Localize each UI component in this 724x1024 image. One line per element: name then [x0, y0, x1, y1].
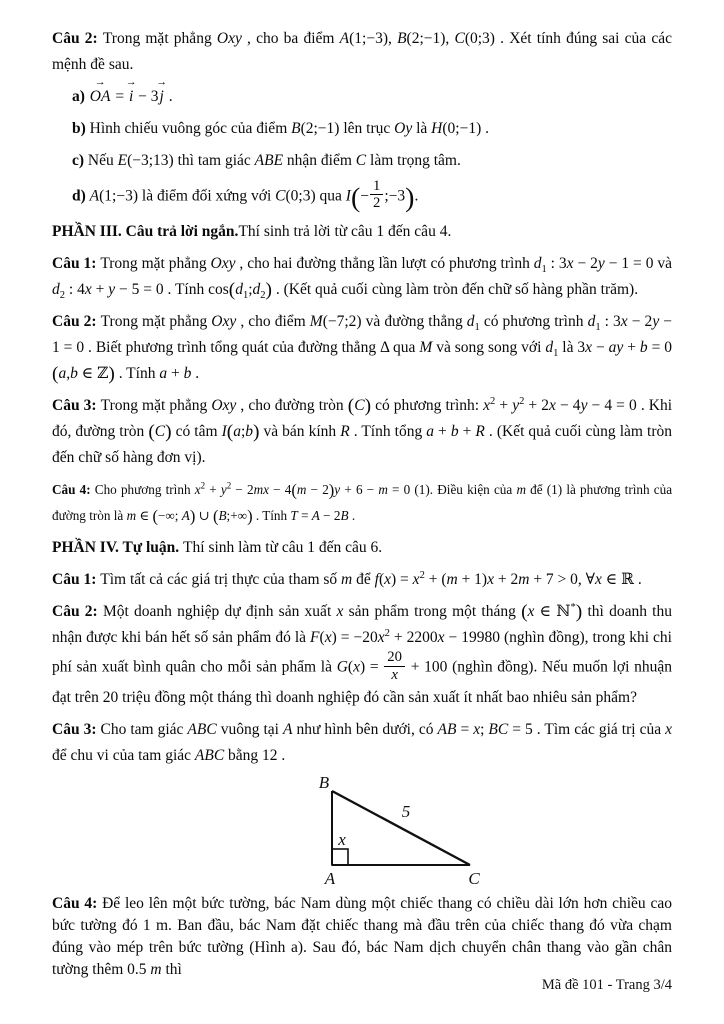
statement-d: d) A(1;−3) là điểm đối xứng với C(0;3) qua I(− $\frac{1}{2}$ ;−3).	[72, 178, 419, 214]
side-label-x: x	[338, 829, 346, 849]
statement-b: b) Hình chiếu vuông góc của điểm B(2;−1) lên trục Oy là H(0;−1) .	[72, 120, 489, 137]
part4-question1: Câu 1: Tìm tất cả các giá trị thực của tham số m để $f(x) = x^2 + (m + 1)x + 2m + 7 > 0$, ∀x ∈ ℝ .	[52, 570, 642, 589]
vertex-label-b: B	[318, 774, 330, 792]
statement-a: a) → OA = → i − 3→ j .	[52, 84, 672, 110]
part3-heading: PHẦN III. Câu trả lời ngắn.Thí sinh trả lời từ câu 1 đến câu 4.	[52, 223, 452, 241]
triangle-svg	[302, 775, 502, 887]
right-angle-mark	[332, 849, 348, 865]
part4-question3: Câu 3: Cho tam giác ABC vuông tại A như hình bên dưới, có AB = x; BC = 5 . Tìm các giá trị của x để chu vi của tam giác ABC bằng 12 .	[52, 720, 672, 764]
part4-heading: PHẦN IV. Tự luận. Thí sinh làm từ câu 1 đến câu 6.	[52, 539, 383, 557]
part2-question2-intro: Câu 2: Trong mặt phẳng Oxy , cho ba điểm A(1;−3), B(2;−1), C(0;3) . Xét tính đúng sai của các mệnh đề sau.	[52, 30, 672, 73]
part3-question2: Câu 2: Trong mặt phẳng Oxy , cho điểm M(−7;2) và đường thẳng $d_1$ có phương trình $d_1$ : 3x − 2y − 1 = 0 . Biết phương trình tổng quát của đường thẳng Δ qua M và song song với $d_1$ là 3x − ay + b = 0 (a,b ∈ ℤ) . Tính a + b .	[52, 313, 673, 385]
part4-question4: Câu 4: Để leo lên một bức tường, bác Nam dùng một chiếc thang có chiều dài lớn hơn chiều cao bức tường đó 1 m. Ban đầu, bác Nam đặt chiếc thang mà đầu trên của chiếc thang đó vừa chạm đúng vào mép trên bức tường (Hình a). Sau đó, bác Nam dịch chuyển chân thang vào gần chân tường thêm 0.5 m thì	[52, 894, 672, 978]
page-footer: Mã đề 101 - Trang 3/4	[541, 977, 672, 993]
part3-question3: Câu 3: Trong mặt phẳng Oxy , cho đường tròn (C) có phương trình: $x^2 + y^2 + 2x - 4y - 4 = 0$ . Khi đó, đường tròn (C) có tâm I(a;b) và bán kính R . Tính tổng a + b + R . (Kết quả cuối cùng làm tròn đến chữ số hàng đơn vị).	[52, 395, 673, 467]
side-label-5: 5	[401, 801, 411, 821]
vertex-label-c: C	[468, 868, 480, 887]
vertex-label-a: A	[324, 868, 336, 887]
right-triangle-figure	[302, 775, 672, 887]
part4-question2: Câu 2: Một doanh nghiệp dự định sản xuất x sản phẩm trong một tháng (x ∈ ℕ*) thì doanh thu nhận được khi bán hết số sản phẩm đó là $F(x) = -20x^2 + 2200x - 19980$ (nghìn đồng), trong khi chi phí sản xuất bình quân cho mỗi sản phẩm là G(x) = $\frac{20}{x}$ + 100 (nghìn đồng). Nếu muốn lợi nhuận đạt trên 20 triệu đồng một tháng thì doanh nghiệp đó cần sản xuất ít nhất bao nhiêu sản phẩm?	[52, 601, 672, 706]
part3-question4: Câu 4: Cho phương trình $x^2 + y^2 - 2mx - 4(m - 2)y + 6 - m = 0$ (1). Điều kiện của m để (1) là phương trình của đường tròn là m ∈ (−∞; A) ∪ (B;+∞) . Tính T = A − 2B .	[52, 480, 673, 526]
statement-c: c) Nếu E(−3;13) thì tam giác ABE nhận điểm C làm trọng tâm.	[72, 152, 461, 169]
part3-question1: Câu 1: Trong mặt phẳng Oxy , cho hai đường thẳng lần lượt có phương trình $d_1$ : 3x − 2y − 1 = 0 và $d_2$ : 4x + y − 5 = 0 . Tính $\cos(d_1;d_2)$ . (Kết quả cuối cùng làm tròn đến chữ số hàng phần trăm).	[52, 255, 673, 302]
